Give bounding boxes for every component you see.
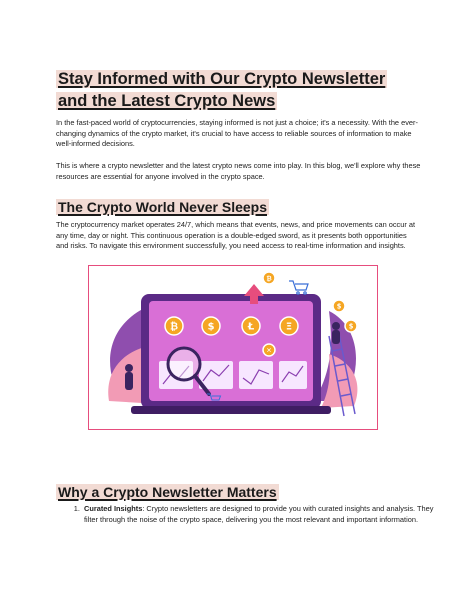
chart-card [279, 361, 307, 389]
benefits-list [56, 504, 447, 525]
list-item-term: Curated Insights [84, 504, 143, 513]
svg-text:✕: ✕ [266, 346, 272, 355]
coin-icon [263, 344, 275, 356]
illustration-svg [89, 266, 376, 428]
person-right [332, 322, 340, 344]
section-heading-text: The Crypto World Never Sleeps [58, 199, 268, 215]
list-item-text: : Crypto newsletters are designed to provide you with curated insights and analysis. They filter through the noise of the crypto space, delivering you the most relevant and important information. [84, 504, 434, 524]
section-1-body: The cryptocurrency market operates 24/7, which means that events, news, and price movements can occur at any time, day or night. This continuous operation is a double-edged sword, as it presents both opportunities and risks. To navigate this environment successfully, you need access to real-time information and insights. [56, 220, 416, 250]
svg-text:$: $ [336, 302, 342, 311]
coin-icon [202, 317, 220, 335]
cart-icon [289, 281, 308, 294]
section-heading-why-newsletter [56, 483, 279, 501]
coin-icon [280, 317, 298, 335]
coin-icon [333, 300, 345, 312]
svg-text:$: $ [348, 322, 354, 331]
intro-paragraph-1: In the fast-paced world of cryptocurrencies, staying informed is not just a choice; it's a necessity. With the ever-changing dynamics of the crypto market, it's crucial to have access to reliable sources of information to make well-informed decisions. [56, 118, 418, 148]
article-title-text: Stay Informed with Our Crypto Newsletter and the Latest Crypto News [58, 70, 386, 110]
svg-text:Ł: Ł [247, 321, 255, 333]
section-heading-world-never-sleeps [56, 198, 269, 216]
laptop-base [131, 406, 331, 414]
coin-icon [165, 317, 183, 335]
svg-text:₿: ₿ [169, 321, 179, 333]
svg-text:$: $ [207, 321, 215, 333]
person-left [125, 364, 133, 390]
coin-icon [242, 317, 260, 335]
list-item [82, 504, 447, 525]
crypto-laptop-illustration [88, 265, 378, 430]
article-title [56, 68, 416, 112]
coin-icon [345, 320, 357, 332]
intro-paragraph-2: This is where a crypto newsletter and the latest crypto news come into play. In this blog, we'll explore why these resources are essential for anyone involved in the crypto space. [56, 161, 421, 181]
section-heading-text: Why a Crypto Newsletter Matters [58, 484, 277, 500]
svg-text:Ξ: Ξ [285, 321, 293, 333]
coin-icon [263, 272, 275, 284]
svg-text:₿: ₿ [266, 274, 272, 283]
